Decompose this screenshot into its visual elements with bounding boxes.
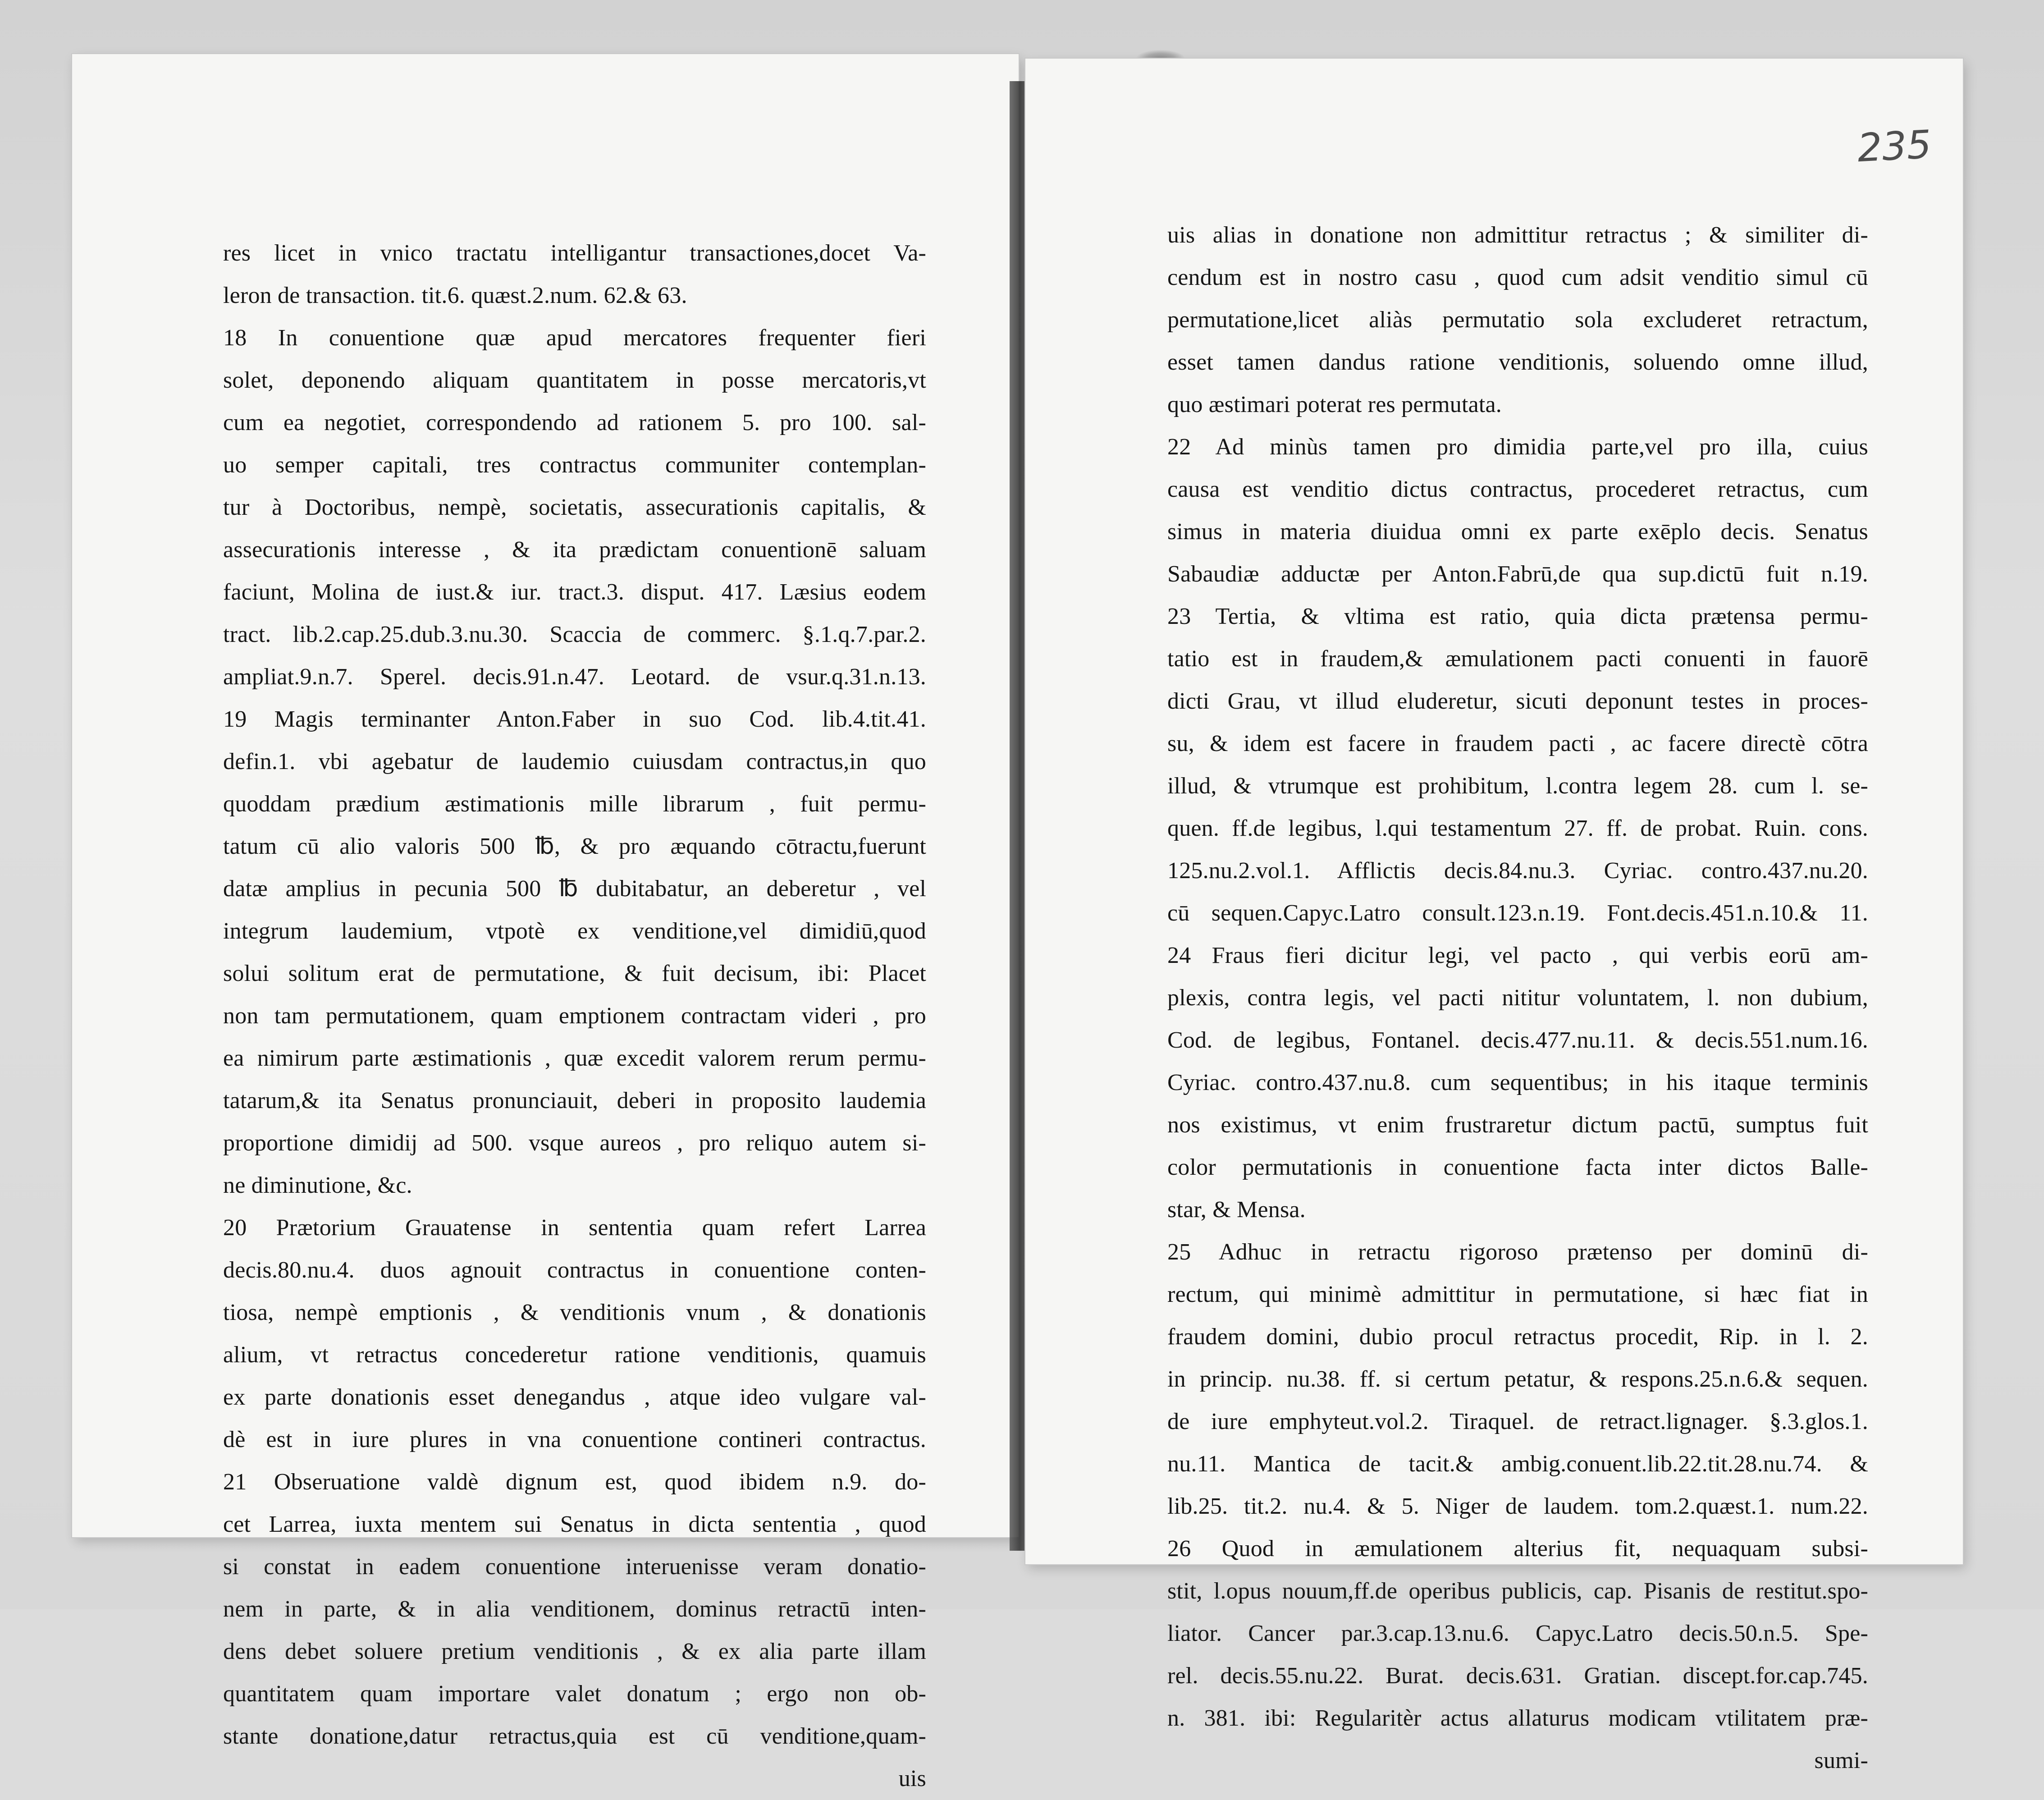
text-line: Cod. de legibus, Fontanel. decis.477.nu.11. & decis.551.num.16. [1167,1027,1868,1053]
text-line: illud, & vtrumque est prohibitum, l.contra legem 28. cum l. se- [1167,773,1868,799]
text-line: permutatione,licet aliàs permutatio sola excluderet retractum, [1167,307,1868,333]
text-line: leron de transaction. tit.6. quæst.2.num. 62.& 63. [223,283,687,308]
text-line: quoddam prædium æstimationis mille librarum , fuit permu- [223,791,926,817]
text-line: 125.nu.2.vol.1. Afflictis decis.84.nu.3. Cyriac. contro.437.nu.20. [1167,858,1868,884]
text-line: tatarum,& ita Senatus pronunciauit, deberi in proposito laudemia [223,1088,926,1113]
text-line: esset tamen dandus ratione venditionis, soluendo omne illud, [1167,349,1868,375]
text-line: 26 Quod in æmulationem alterius fit, nequaquam subsi- [1167,1536,1868,1562]
text-line: si constat in eadem conuentione interuenisse veram donatio- [223,1554,926,1580]
text-line: uis alias in donatione non admittitur retractus ; & similiter di- [1167,222,1868,248]
text-line: uo semper capitali, tres contractus communiter contemplan- [223,452,926,478]
text-line: Cyriac. contro.437.nu.8. cum sequentibus; in his itaque terminis [1167,1070,1868,1095]
text-line: nu.11. Mantica de tacit.& ambig.conuent.lib.22.tit.28.nu.74. & [1167,1451,1868,1477]
right-page [1025,59,1963,1773]
text-line: rel. decis.55.nu.22. Burat. decis.631. Gratian. discept.for.cap.745. [1167,1663,1868,1689]
text-line: ne diminutione, &c. [223,1173,412,1198]
text-line: su, & idem est facere in fraudem pacti , ac facere directè cōtra [1167,731,1868,756]
text-line: ampliat.9.n.7. Sperel. decis.91.n.47. Leotard. de vsur.q.31.n.13. [223,664,926,690]
text-line: uis [898,1766,926,1791]
text-line: non tam permutationem, quam emptionem contractam videri , pro [223,1003,926,1029]
text-line: cendum est in nostro casu , quod cum adsit venditio simul cū [1167,265,1868,290]
text-line: alium, vt retractus concederetur ratione venditionis, quamuis [223,1342,926,1368]
text-line: ea nimirum parte æstimationis , quæ excedit valorem rerum permu- [223,1045,926,1071]
text-line: rectum, qui minimè admittitur in permutatione, si hæc fiat in [1167,1282,1868,1307]
text-line: sumi- [1814,1748,1868,1773]
text-line: quen. ff.de legibus, l.qui testamentum 27. ff. de probat. Ruin. cons. [1167,815,1868,841]
text-line: dicti Grau, vt illud eluderetur, sicuti deponunt testes in proces- [1167,688,1868,714]
text-line: res licet in vnico tractatu intelligantur transactiones,docet Va- [223,240,926,266]
text-line: quo æstimari poterat res permutata. [1167,392,1502,417]
text-line: ex parte donationis esset denegandus , atque ideo vulgare val- [223,1384,926,1410]
text-line: 22 Ad minùs tamen pro dimidia parte,vel pro illa, cuius [1167,434,1868,460]
text-line: 21 Obseruatione valdè dignum est, quod ibidem n.9. do- [223,1469,926,1495]
left-page-text [223,232,926,1800]
text-line: 19 Magis terminanter Anton.Faber in suo Cod. lib.4.tit.41. [223,706,926,732]
text-line: solui solitum erat de permutatione, & fuit decisum, ibi: Placet [223,961,926,986]
text-line: solet, deponendo aliquam quantitatem in posse mercatoris,vt [223,367,926,393]
text-line: defin.1. vbi agebatur de laudemio cuiusdam contractus,in quo [223,749,926,774]
text-line: 20 Prætorium Grauatense in sententia quam refert Larrea [223,1215,926,1241]
text-line: in princip. nu.38. ff. si certum petatur, & respons.25.n.6.& sequen. [1167,1366,1868,1392]
right-page-text [1167,214,1868,1782]
text-line: decis.80.nu.4. duos agnouit contractus in conuentione conten- [223,1257,926,1283]
text-line: cum ea negotiet, correspondendo ad rationem 5. pro 100. sal- [223,410,926,435]
text-line: causa est venditio dictus contractus, procederet retractus, cum [1167,476,1868,502]
text-line: 23 Tertia, & vltima est ratio, quia dicta prætensa permu- [1167,604,1868,629]
folio-number: 235 [1856,122,1933,171]
text-line: tur à Doctoribus, nempè, societatis, assecurationis capitalis, & [223,495,926,520]
text-line: lib.25. tit.2. nu.4. & 5. Niger de laudem. tom.2.quæst.1. num.22. [1167,1493,1868,1519]
text-line: 18 In conuentione quæ apud mercatores frequenter fieri [223,325,926,351]
text-line: tiosa, nempè emptionis , & venditionis vnum , & donationis [223,1300,926,1325]
text-line: de iure emphyteut.vol.2. Tiraquel. de retract.lignager. §.3.glos.1. [1167,1409,1868,1434]
text-line: fraudem domini, dubio procul retractus procedit, Rip. in l. 2. [1167,1324,1868,1350]
text-line: quantitatem quam importare valet donatum ; ergo non ob- [223,1681,926,1707]
text-line: datæ amplius in pecunia 500 ℔ dubitabatur, an deberetur , vel [223,876,926,902]
text-line: integrum laudemium, vtpotè ex venditione,vel dimidiū,quod [223,918,926,944]
text-line: cū sequen.Capyc.Latro consult.123.n.19. Font.decis.451.n.10.& 11. [1167,900,1868,926]
text-line: tract. lib.2.cap.25.dub.3.nu.30. Scaccia de commerc. §.1.q.7.par.2. [223,622,926,647]
text-line: stit, l.opus nouum,ff.de operibus publicis, cap. Pisanis de restitut.spo- [1167,1578,1868,1604]
text-line: tatio est in fraudem,& æmulationem pacti conuenti in fauorē [1167,646,1868,672]
text-line: color permutationis in conuentione facta inter dictos Balle- [1167,1154,1868,1180]
text-line: cet Larrea, iuxta mentem sui Senatus in dicta sententia , quod [223,1511,926,1537]
text-line: dens debet soluere pretium venditionis , & ex alia parte illam [223,1639,926,1664]
text-line: nos existimus, vt enim frustraretur dictum pactū, sumptus fuit [1167,1112,1868,1138]
text-line: nem in parte, & in alia venditionem, dominus retractū inten- [223,1596,926,1622]
text-line: assecurationis interesse , & ita prædictam conuentionē saluam [223,537,926,563]
text-line: proportione dimidij ad 500. vsque aureos , pro reliquo autem si- [223,1130,926,1156]
text-line: Sabaudiæ adductæ per Anton.Fabrū,de qua sup.dictū fuit n.19. [1167,561,1868,587]
text-line: liator. Cancer par.3.cap.13.nu.6. Capyc.Latro decis.50.n.5. Spe- [1167,1621,1868,1646]
text-line: n. 381. ibi: Regularitèr actus allaturus modicam vtilitatem præ- [1167,1705,1868,1731]
text-line: stante donatione,datur retractus,quia est cū venditione,quam- [223,1723,926,1749]
text-line: star, & Mensa. [1167,1197,1306,1223]
text-line: tatum cū alio valoris 500 ℔, & pro æquando cōtractu,fuerunt [223,834,926,859]
text-line: dè est in iure plures in vna conuentione contineri contractus. [223,1427,926,1452]
text-line: plexis, contra legis, vel pacti nititur voluntatem, l. non dubium, [1167,985,1868,1011]
text-line: 24 Fraus fieri dicitur legi, vel pacto , qui verbis eorū am- [1167,943,1868,968]
text-line: faciunt, Molina de iust.& iur. tract.3. disput. 417. Læsius eodem [223,579,926,605]
text-line: 25 Adhuc in retractu rigoroso prætenso per dominū di- [1167,1239,1868,1265]
left-page [72,54,1019,1791]
text-line: simus in materia diuidua omni ex parte exēplo decis. Senatus [1167,519,1868,545]
